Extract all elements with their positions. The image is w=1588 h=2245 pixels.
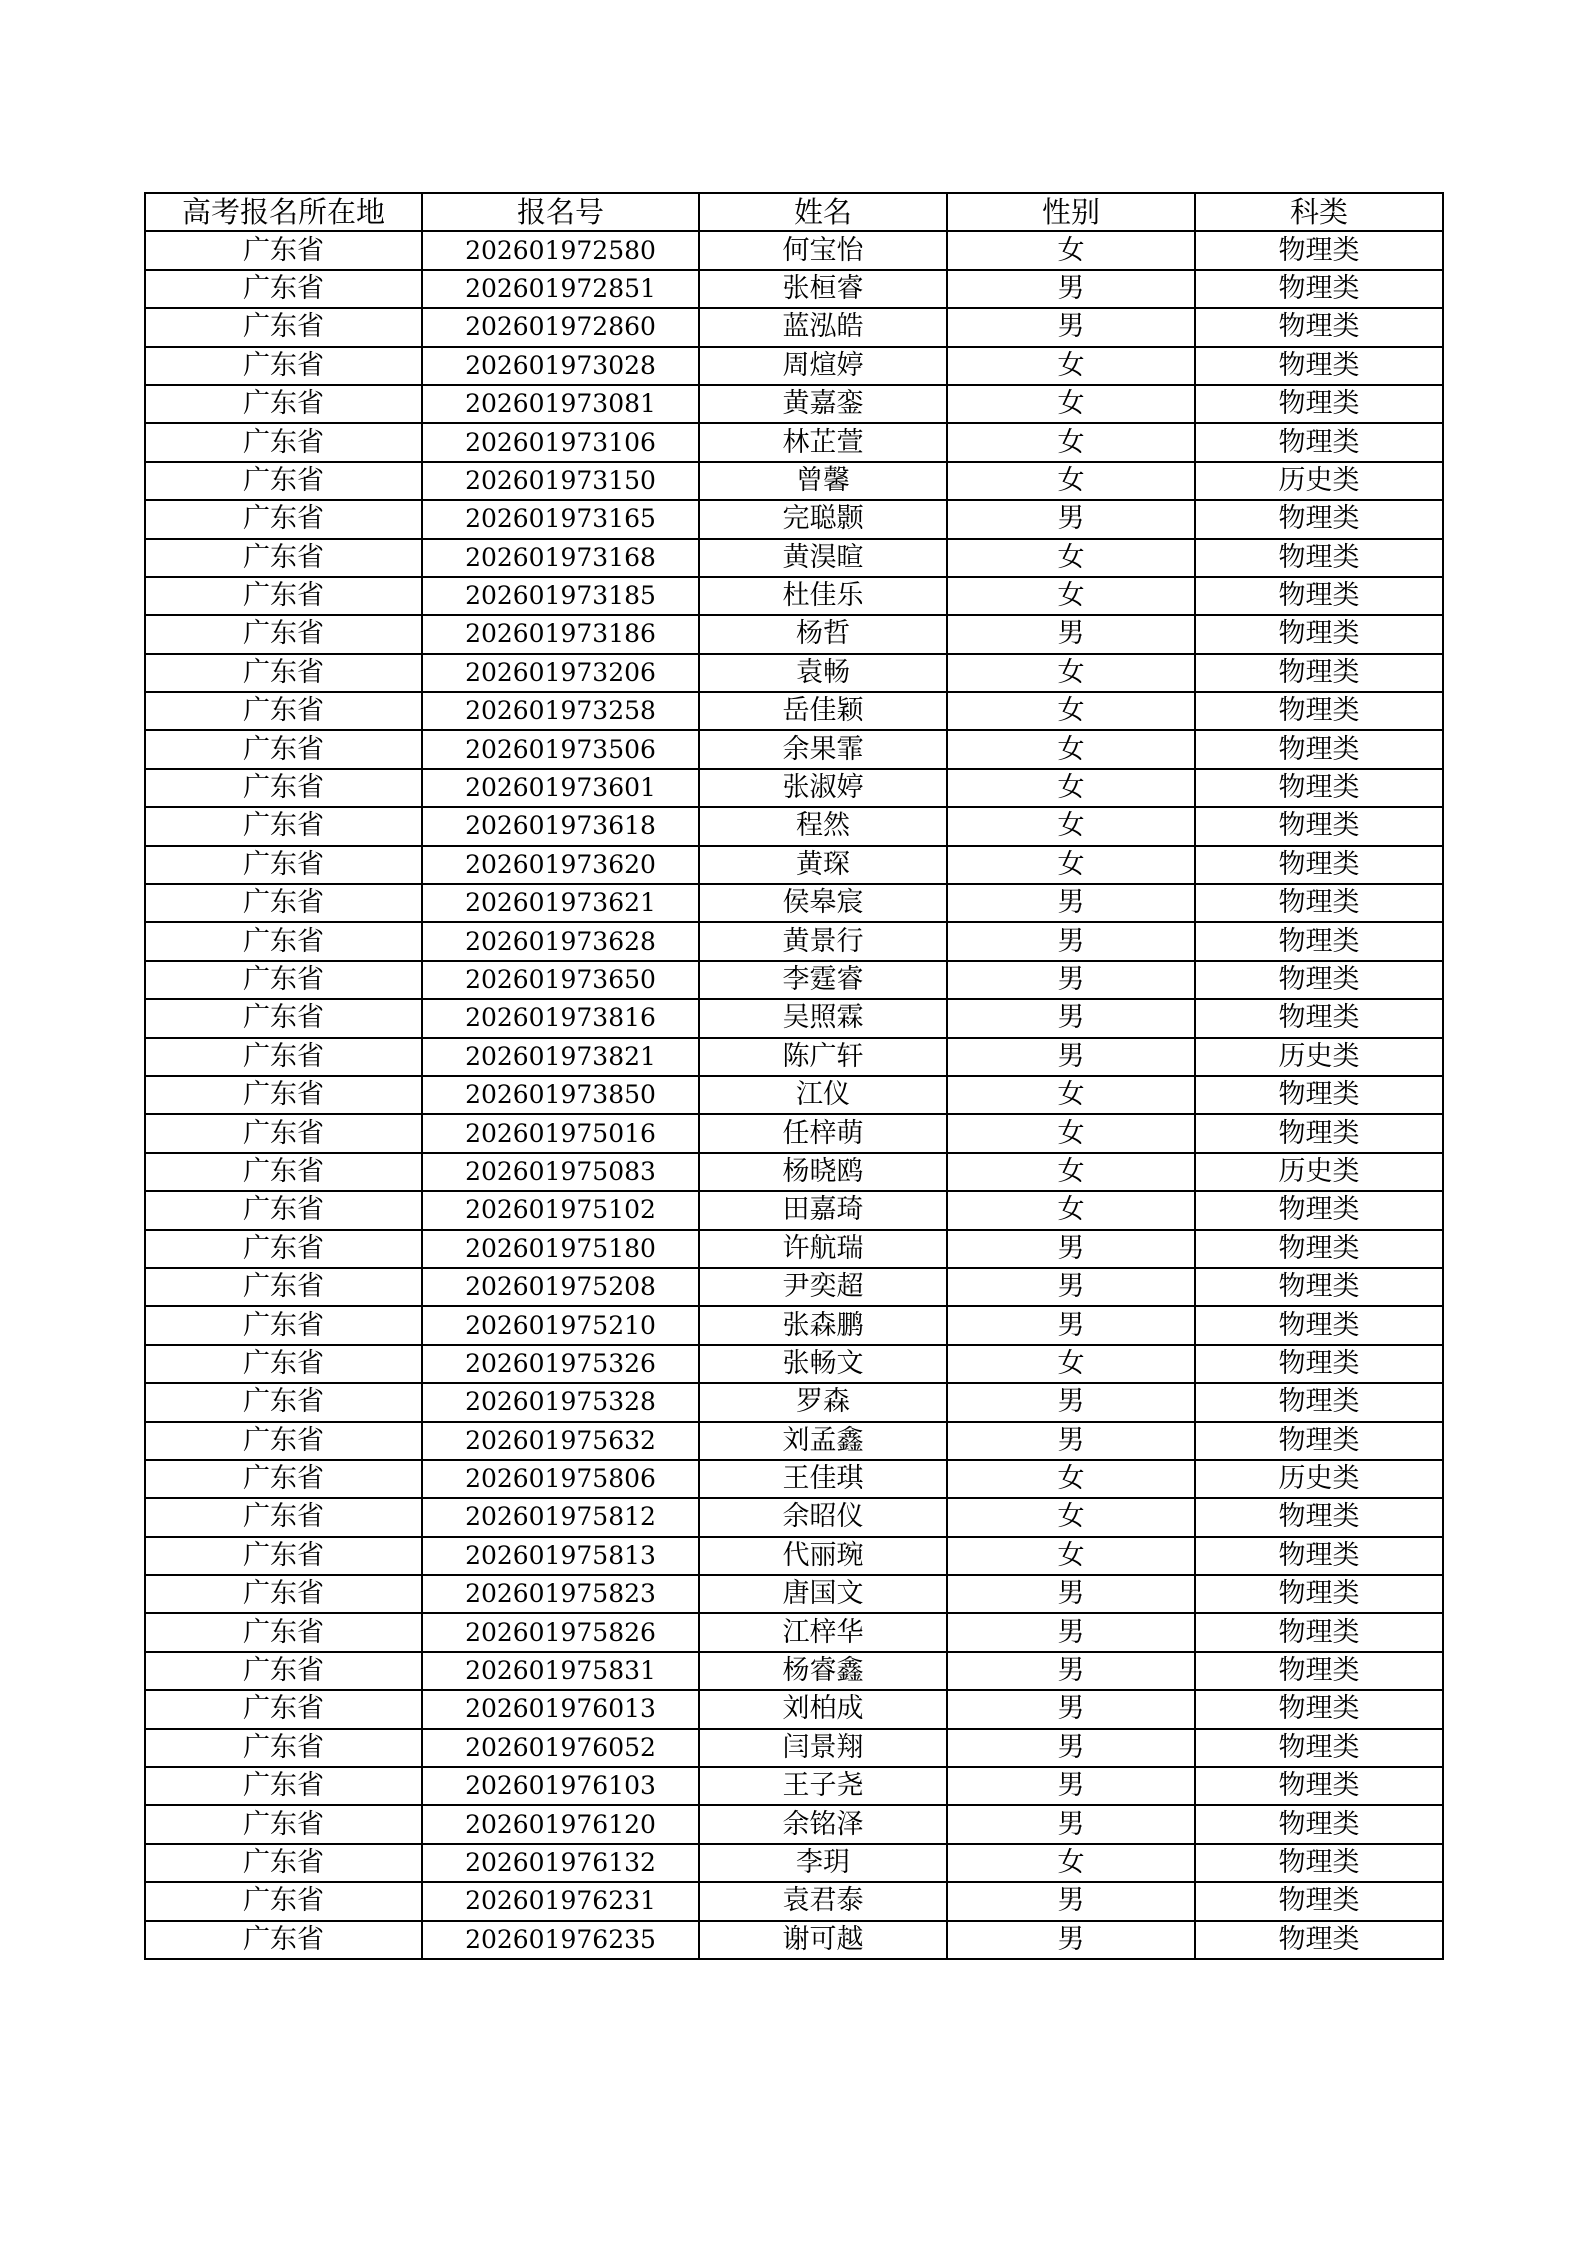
cell-registration-number: 202601975210 (422, 1306, 699, 1344)
table-row (145, 1729, 1443, 1767)
cell-subject-category: 物理类 (1195, 807, 1443, 845)
cell-name: 李玥 (699, 1844, 947, 1882)
cell-name: 周煊婷 (699, 347, 947, 385)
cell-subject-category: 物理类 (1195, 308, 1443, 346)
table-row (145, 1230, 1443, 1268)
cell-gender: 女 (947, 846, 1195, 884)
cell-registration-number: 202601973150 (422, 462, 699, 500)
cell-subject-category: 物理类 (1195, 1921, 1443, 1959)
table-row (145, 1613, 1443, 1651)
cell-gender: 女 (947, 1345, 1195, 1383)
cell-gender: 女 (947, 730, 1195, 768)
cell-exam-location: 广东省 (145, 462, 422, 500)
cell-exam-location: 广东省 (145, 1729, 422, 1767)
cell-gender: 男 (947, 999, 1195, 1037)
cell-gender: 男 (947, 1690, 1195, 1728)
table-row (145, 1268, 1443, 1306)
cell-registration-number: 202601975812 (422, 1498, 699, 1536)
cell-exam-location: 广东省 (145, 1460, 422, 1498)
cell-name: 杨哲 (699, 615, 947, 653)
cell-gender: 男 (947, 1422, 1195, 1460)
cell-subject-category: 物理类 (1195, 1613, 1443, 1651)
cell-registration-number: 202601975632 (422, 1422, 699, 1460)
cell-registration-number: 202601976120 (422, 1805, 699, 1843)
cell-exam-location: 广东省 (145, 1153, 422, 1191)
cell-gender: 女 (947, 539, 1195, 577)
cell-registration-number: 202601975180 (422, 1230, 699, 1268)
cell-name: 唐国文 (699, 1575, 947, 1613)
cell-subject-category: 历史类 (1195, 1460, 1443, 1498)
cell-registration-number: 202601975831 (422, 1652, 699, 1690)
cell-subject-category: 物理类 (1195, 577, 1443, 615)
cell-name: 完聪颢 (699, 500, 947, 538)
cell-gender: 女 (947, 1844, 1195, 1882)
cell-exam-location: 广东省 (145, 1345, 422, 1383)
cell-subject-category: 物理类 (1195, 347, 1443, 385)
cell-subject-category: 物理类 (1195, 615, 1443, 653)
cell-exam-location: 广东省 (145, 539, 422, 577)
admission-list-table (144, 192, 1444, 1960)
cell-registration-number: 202601973601 (422, 769, 699, 807)
table-row (145, 1844, 1443, 1882)
cell-gender: 女 (947, 577, 1195, 615)
cell-name: 罗森 (699, 1383, 947, 1421)
cell-name: 杨睿鑫 (699, 1652, 947, 1690)
table-row (145, 1306, 1443, 1344)
cell-gender: 男 (947, 1921, 1195, 1959)
cell-name: 岳佳颖 (699, 692, 947, 730)
table-row (145, 1805, 1443, 1843)
header-registration-number: 报名号 (422, 193, 699, 231)
table-row (145, 807, 1443, 845)
cell-subject-category: 物理类 (1195, 1575, 1443, 1613)
table-row (145, 1345, 1443, 1383)
table-row (145, 999, 1443, 1037)
table-body (145, 231, 1443, 1959)
cell-registration-number: 202601973185 (422, 577, 699, 615)
cell-subject-category: 物理类 (1195, 999, 1443, 1037)
cell-subject-category: 物理类 (1195, 1537, 1443, 1575)
cell-name: 李霆睿 (699, 961, 947, 999)
cell-gender: 男 (947, 1613, 1195, 1651)
table-row (145, 462, 1443, 500)
cell-subject-category: 物理类 (1195, 270, 1443, 308)
cell-exam-location: 广东省 (145, 577, 422, 615)
table-row (145, 692, 1443, 730)
cell-gender: 男 (947, 1575, 1195, 1613)
cell-gender: 女 (947, 1114, 1195, 1152)
table-row (145, 730, 1443, 768)
cell-gender: 男 (947, 308, 1195, 346)
cell-exam-location: 广东省 (145, 654, 422, 692)
cell-exam-location: 广东省 (145, 1114, 422, 1152)
cell-gender: 男 (947, 884, 1195, 922)
cell-name: 黄嘉銮 (699, 385, 947, 423)
cell-name: 袁君泰 (699, 1882, 947, 1920)
cell-name: 黄琛 (699, 846, 947, 884)
cell-exam-location: 广东省 (145, 231, 422, 269)
cell-registration-number: 202601973618 (422, 807, 699, 845)
table-row (145, 1537, 1443, 1575)
cell-name: 袁畅 (699, 654, 947, 692)
cell-subject-category: 物理类 (1195, 231, 1443, 269)
cell-registration-number: 202601973506 (422, 730, 699, 768)
cell-exam-location: 广东省 (145, 1575, 422, 1613)
table-row (145, 1882, 1443, 1920)
cell-name: 谢可越 (699, 1921, 947, 1959)
header-gender: 性别 (947, 193, 1195, 231)
cell-gender: 女 (947, 1076, 1195, 1114)
cell-registration-number: 202601973186 (422, 615, 699, 653)
cell-name: 任梓萌 (699, 1114, 947, 1152)
cell-name: 陈广轩 (699, 1038, 947, 1076)
cell-registration-number: 202601973650 (422, 961, 699, 999)
cell-registration-number: 202601976132 (422, 1844, 699, 1882)
cell-subject-category: 物理类 (1195, 1114, 1443, 1152)
cell-name: 侯皋宸 (699, 884, 947, 922)
cell-subject-category: 物理类 (1195, 1345, 1443, 1383)
cell-registration-number: 202601976013 (422, 1690, 699, 1728)
cell-registration-number: 202601976235 (422, 1921, 699, 1959)
table-row (145, 308, 1443, 346)
table-row (145, 961, 1443, 999)
cell-exam-location: 广东省 (145, 1844, 422, 1882)
table-row (145, 539, 1443, 577)
cell-exam-location: 广东省 (145, 423, 422, 461)
cell-name: 刘孟鑫 (699, 1422, 947, 1460)
cell-gender: 男 (947, 1767, 1195, 1805)
cell-exam-location: 广东省 (145, 1882, 422, 1920)
table-row (145, 1767, 1443, 1805)
cell-exam-location: 广东省 (145, 1038, 422, 1076)
table-row (145, 1690, 1443, 1728)
table-row (145, 884, 1443, 922)
cell-gender: 男 (947, 1805, 1195, 1843)
cell-gender: 男 (947, 922, 1195, 960)
cell-subject-category: 物理类 (1195, 1230, 1443, 1268)
cell-gender: 男 (947, 500, 1195, 538)
cell-subject-category: 物理类 (1195, 1498, 1443, 1536)
cell-registration-number: 202601973821 (422, 1038, 699, 1076)
cell-exam-location: 广东省 (145, 1268, 422, 1306)
cell-name: 田嘉琦 (699, 1191, 947, 1229)
table-row (145, 1652, 1443, 1690)
cell-name: 许航瑞 (699, 1230, 947, 1268)
cell-registration-number: 202601973206 (422, 654, 699, 692)
cell-gender: 男 (947, 1230, 1195, 1268)
table-row (145, 1383, 1443, 1421)
cell-exam-location: 广东省 (145, 500, 422, 538)
cell-name: 张畅文 (699, 1345, 947, 1383)
table-row (145, 615, 1443, 653)
cell-name: 余果霏 (699, 730, 947, 768)
table-row (145, 1498, 1443, 1536)
cell-exam-location: 广东省 (145, 347, 422, 385)
cell-gender: 女 (947, 654, 1195, 692)
cell-exam-location: 广东省 (145, 1230, 422, 1268)
cell-name: 张淑婷 (699, 769, 947, 807)
table-row (145, 577, 1443, 615)
table-row (145, 1191, 1443, 1229)
cell-gender: 女 (947, 1537, 1195, 1575)
cell-registration-number: 202601975102 (422, 1191, 699, 1229)
cell-exam-location: 广东省 (145, 615, 422, 653)
cell-gender: 女 (947, 807, 1195, 845)
table-row (145, 347, 1443, 385)
cell-registration-number: 202601973850 (422, 1076, 699, 1114)
cell-name: 刘柏成 (699, 1690, 947, 1728)
cell-name: 杜佳乐 (699, 577, 947, 615)
cell-name: 余昭仪 (699, 1498, 947, 1536)
cell-gender: 女 (947, 769, 1195, 807)
cell-exam-location: 广东省 (145, 1921, 422, 1959)
cell-subject-category: 物理类 (1195, 1268, 1443, 1306)
cell-name: 王子尧 (699, 1767, 947, 1805)
cell-registration-number: 202601973081 (422, 385, 699, 423)
cell-subject-category: 历史类 (1195, 1038, 1443, 1076)
cell-exam-location: 广东省 (145, 270, 422, 308)
cell-exam-location: 广东省 (145, 1690, 422, 1728)
cell-subject-category: 物理类 (1195, 1882, 1443, 1920)
cell-subject-category: 物理类 (1195, 1383, 1443, 1421)
cell-exam-location: 广东省 (145, 385, 422, 423)
cell-registration-number: 202601973620 (422, 846, 699, 884)
cell-gender: 女 (947, 385, 1195, 423)
cell-registration-number: 202601972860 (422, 308, 699, 346)
cell-exam-location: 广东省 (145, 769, 422, 807)
cell-subject-category: 物理类 (1195, 1191, 1443, 1229)
cell-registration-number: 202601975328 (422, 1383, 699, 1421)
table-row (145, 769, 1443, 807)
cell-name: 程然 (699, 807, 947, 845)
table-row (145, 922, 1443, 960)
cell-gender: 男 (947, 270, 1195, 308)
cell-subject-category: 物理类 (1195, 1844, 1443, 1882)
cell-registration-number: 202601972580 (422, 231, 699, 269)
cell-subject-category: 物理类 (1195, 1729, 1443, 1767)
table-row (145, 1460, 1443, 1498)
cell-subject-category: 物理类 (1195, 769, 1443, 807)
cell-gender: 女 (947, 1498, 1195, 1536)
cell-exam-location: 广东省 (145, 961, 422, 999)
cell-gender: 女 (947, 1153, 1195, 1191)
cell-subject-category: 物理类 (1195, 884, 1443, 922)
cell-exam-location: 广东省 (145, 1537, 422, 1575)
cell-exam-location: 广东省 (145, 1076, 422, 1114)
cell-gender: 男 (947, 1882, 1195, 1920)
cell-exam-location: 广东省 (145, 922, 422, 960)
cell-registration-number: 202601973628 (422, 922, 699, 960)
cell-gender: 女 (947, 231, 1195, 269)
cell-subject-category: 物理类 (1195, 423, 1443, 461)
cell-subject-category: 历史类 (1195, 1153, 1443, 1191)
table-row (145, 1153, 1443, 1191)
cell-gender: 女 (947, 692, 1195, 730)
cell-registration-number: 202601973258 (422, 692, 699, 730)
cell-subject-category: 物理类 (1195, 1306, 1443, 1344)
cell-registration-number: 202601973168 (422, 539, 699, 577)
header-name: 姓名 (699, 193, 947, 231)
cell-exam-location: 广东省 (145, 730, 422, 768)
cell-name: 林芷萱 (699, 423, 947, 461)
cell-name: 闫景翔 (699, 1729, 947, 1767)
cell-name: 余铭泽 (699, 1805, 947, 1843)
cell-exam-location: 广东省 (145, 1191, 422, 1229)
cell-exam-location: 广东省 (145, 999, 422, 1037)
table-row (145, 500, 1443, 538)
cell-exam-location: 广东省 (145, 884, 422, 922)
cell-registration-number: 202601976231 (422, 1882, 699, 1920)
cell-registration-number: 202601975813 (422, 1537, 699, 1575)
cell-gender: 女 (947, 347, 1195, 385)
cell-registration-number: 202601976103 (422, 1767, 699, 1805)
cell-exam-location: 广东省 (145, 1383, 422, 1421)
cell-name: 黄淏暄 (699, 539, 947, 577)
cell-subject-category: 物理类 (1195, 500, 1443, 538)
cell-registration-number: 202601973165 (422, 500, 699, 538)
cell-subject-category: 物理类 (1195, 654, 1443, 692)
cell-subject-category: 物理类 (1195, 1767, 1443, 1805)
cell-registration-number: 202601975016 (422, 1114, 699, 1152)
cell-subject-category: 物理类 (1195, 1652, 1443, 1690)
cell-subject-category: 物理类 (1195, 385, 1443, 423)
cell-exam-location: 广东省 (145, 1652, 422, 1690)
cell-name: 张森鹏 (699, 1306, 947, 1344)
cell-exam-location: 广东省 (145, 1805, 422, 1843)
cell-name: 何宝怡 (699, 231, 947, 269)
cell-gender: 女 (947, 1191, 1195, 1229)
cell-registration-number: 202601975326 (422, 1345, 699, 1383)
table-row (145, 1921, 1443, 1959)
cell-subject-category: 物理类 (1195, 1690, 1443, 1728)
cell-subject-category: 物理类 (1195, 922, 1443, 960)
table-row (145, 423, 1443, 461)
cell-subject-category: 物理类 (1195, 846, 1443, 884)
table-row (145, 270, 1443, 308)
table-row (145, 231, 1443, 269)
table-row (145, 1114, 1443, 1152)
cell-name: 尹奕超 (699, 1268, 947, 1306)
cell-exam-location: 广东省 (145, 692, 422, 730)
cell-registration-number: 202601976052 (422, 1729, 699, 1767)
cell-gender: 女 (947, 462, 1195, 500)
table-row (145, 1076, 1443, 1114)
cell-exam-location: 广东省 (145, 1767, 422, 1805)
cell-registration-number: 202601973816 (422, 999, 699, 1037)
cell-exam-location: 广东省 (145, 308, 422, 346)
cell-exam-location: 广东省 (145, 1498, 422, 1536)
cell-exam-location: 广东省 (145, 846, 422, 884)
cell-exam-location: 广东省 (145, 1422, 422, 1460)
cell-registration-number: 202601973028 (422, 347, 699, 385)
table-row (145, 1038, 1443, 1076)
cell-subject-category: 物理类 (1195, 1076, 1443, 1114)
cell-name: 曾馨 (699, 462, 947, 500)
cell-name: 蓝泓皓 (699, 308, 947, 346)
table-row (145, 1422, 1443, 1460)
cell-gender: 男 (947, 1038, 1195, 1076)
cell-gender: 男 (947, 1306, 1195, 1344)
cell-gender: 男 (947, 961, 1195, 999)
table-row (145, 654, 1443, 692)
cell-subject-category: 物理类 (1195, 961, 1443, 999)
cell-registration-number: 202601972851 (422, 270, 699, 308)
cell-name: 杨晓鸥 (699, 1153, 947, 1191)
header-subject-category: 科类 (1195, 193, 1443, 231)
table-row (145, 846, 1443, 884)
cell-registration-number: 202601973621 (422, 884, 699, 922)
cell-name: 江梓华 (699, 1613, 947, 1651)
cell-gender: 男 (947, 1652, 1195, 1690)
cell-registration-number: 202601975806 (422, 1460, 699, 1498)
cell-registration-number: 202601975826 (422, 1613, 699, 1651)
cell-name: 王佳琪 (699, 1460, 947, 1498)
cell-name: 江仪 (699, 1076, 947, 1114)
cell-name: 张桓睿 (699, 270, 947, 308)
cell-gender: 女 (947, 423, 1195, 461)
cell-exam-location: 广东省 (145, 1613, 422, 1651)
cell-gender: 女 (947, 1460, 1195, 1498)
header-exam-location: 高考报名所在地 (145, 193, 422, 231)
cell-registration-number: 202601975823 (422, 1575, 699, 1613)
cell-registration-number: 202601973106 (422, 423, 699, 461)
cell-subject-category: 物理类 (1195, 730, 1443, 768)
cell-registration-number: 202601975083 (422, 1153, 699, 1191)
table-row (145, 385, 1443, 423)
table-row (145, 1575, 1443, 1613)
cell-gender: 男 (947, 1268, 1195, 1306)
cell-gender: 男 (947, 615, 1195, 653)
cell-exam-location: 广东省 (145, 1306, 422, 1344)
cell-subject-category: 历史类 (1195, 462, 1443, 500)
cell-registration-number: 202601975208 (422, 1268, 699, 1306)
cell-name: 代丽琬 (699, 1537, 947, 1575)
cell-gender: 男 (947, 1383, 1195, 1421)
cell-subject-category: 物理类 (1195, 1422, 1443, 1460)
cell-subject-category: 物理类 (1195, 1805, 1443, 1843)
cell-gender: 男 (947, 1729, 1195, 1767)
cell-subject-category: 物理类 (1195, 692, 1443, 730)
cell-name: 黄景行 (699, 922, 947, 960)
cell-name: 吴照霖 (699, 999, 947, 1037)
cell-subject-category: 物理类 (1195, 539, 1443, 577)
cell-exam-location: 广东省 (145, 807, 422, 845)
table-header-row (145, 193, 1443, 231)
